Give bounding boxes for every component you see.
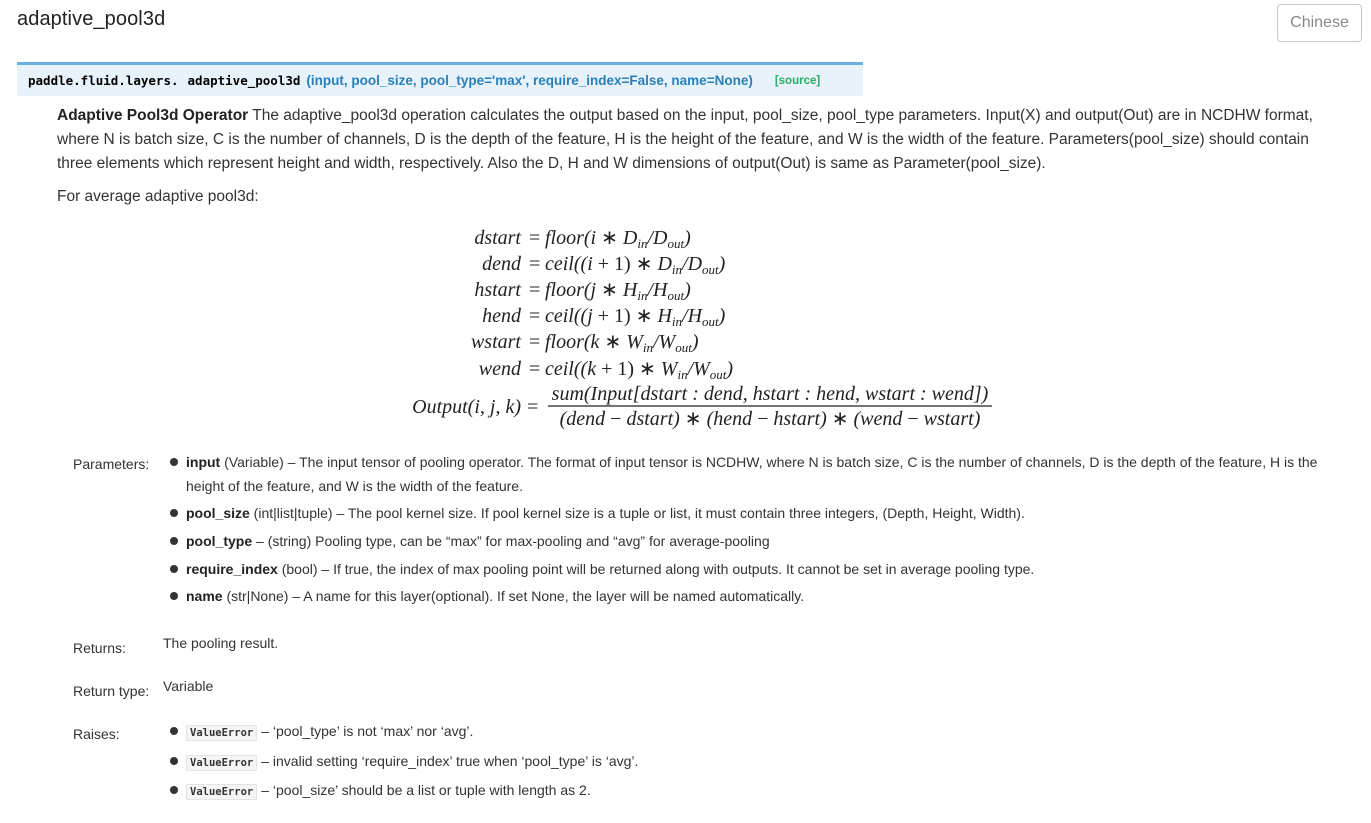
signature-name: adaptive_pool3d: [187, 73, 301, 88]
param-type: (bool): [277, 561, 318, 577]
svg-text:wstart: wstart: [470, 331, 521, 353]
raise-item: [186, 719, 1336, 745]
param-name: pool_type: [186, 533, 253, 549]
svg-text:=: =: [529, 305, 541, 327]
raise-item: [186, 749, 1336, 775]
raise-item: [186, 778, 1336, 804]
bullet-icon: [170, 727, 178, 735]
param-desc: – (string) Pooling type, can be “max” for max-pooling and “avg” for average-pooling: [252, 533, 770, 549]
svg-text:hend: hend: [482, 305, 521, 327]
bullet-icon: [170, 757, 178, 765]
svg-text:sum(Input[dstart : dend, hstar: sum(Input[dstart : dend, hstart : hend, wstart : wend]): [551, 383, 989, 405]
param-item-pool-size: [186, 501, 1336, 525]
bullet-icon: [170, 537, 178, 545]
svg-text:dstart: dstart: [474, 227, 521, 249]
svg-text:floor(k ∗ Win/Wout): floor(k ∗ $W_{in}/W_{out}$): [545, 331, 699, 355]
svg-text:(dend − dstart) ∗ (hend − hsta: (dend − dstart) ∗ (hend − hstart) ∗ (wend − wstart): [559, 408, 981, 430]
svg-text:floor(j ∗ Hin/Hout): floor(j ∗ $H_{in}/H_{out}$): [545, 279, 691, 303]
param-name: name: [186, 588, 223, 604]
param-type: (Variable): [220, 454, 284, 470]
svg-text:=: =: [529, 253, 541, 275]
param-item-input: [186, 450, 1336, 498]
raise-code: ValueError: [186, 784, 257, 800]
param-item-pool-type: [186, 529, 1336, 553]
svg-text:dend: dend: [482, 253, 521, 275]
formula-wend: [479, 358, 734, 382]
svg-text:=: =: [529, 227, 541, 249]
svg-text:ceil((k + 1) ∗ Win/Wout): ceil((k + 1) ∗ $W_{in}/W_{out}$): [545, 358, 734, 382]
parameters-label: Parameters:: [73, 456, 150, 472]
bullet-icon: [170, 458, 178, 466]
svg-text:wend: wend: [478, 358, 521, 380]
formula-dstart: [474, 227, 691, 251]
param-type: (int|list|tuple): [249, 505, 333, 521]
description-title: Adaptive Pool3d Operator: [57, 107, 249, 124]
function-signature: [17, 62, 863, 96]
bullet-icon: [170, 786, 178, 794]
bullet-icon: [170, 509, 178, 517]
raises-label: Raises:: [73, 726, 120, 742]
formula-wstart: [471, 331, 699, 355]
svg-text:=: =: [529, 279, 541, 301]
svg-text:=: =: [529, 331, 541, 353]
return-type-label: Return type:: [73, 683, 150, 699]
raise-desc: – ‘pool_size’ should be a list or tuple with length as 2.: [261, 782, 591, 798]
param-item-name: [186, 584, 1336, 608]
param-name: pool_size: [186, 505, 250, 521]
svg-text:floor(i ∗ Din/Dout): floor(i ∗ $D_{in}/D_{out}$): [545, 227, 691, 251]
formula-hstart: [474, 279, 691, 303]
formula-output: [412, 383, 992, 430]
param-type: (str|None): [222, 588, 289, 604]
signature-params: (input, pool_size, pool_type='max', require_index=False, name=None): [306, 73, 753, 88]
bullet-icon: [170, 565, 178, 573]
page-title: adaptive_pool3d: [17, 8, 166, 30]
return-type-value: Variable: [163, 678, 214, 694]
param-desc: – A name for this layer(optional). If set None, the layer will be named automatically.: [288, 588, 805, 604]
svg-text:=: =: [529, 358, 541, 380]
param-item-require-index: [186, 557, 1336, 581]
svg-text:ceil((i + 1) ∗ Din/Dout): ceil((i + 1) ∗ $D_{in}/D_{out}$): [545, 253, 726, 277]
param-name: input: [186, 454, 221, 470]
bullet-icon: [170, 592, 178, 600]
svg-text:ceil((j + 1) ∗ Hin/Hout): ceil((j + 1) ∗ $H_{in}/H_{out}$): [545, 305, 726, 329]
raise-code: ValueError: [186, 755, 257, 771]
param-desc: – If true, the index of max pooling point will be returned along with outputs. It cannot be set in average pooling type.: [317, 561, 1035, 577]
chinese-language-button[interactable]: Chinese: [1277, 4, 1362, 42]
average-intro: For average adaptive pool3d:: [57, 188, 259, 205]
param-desc: – The input tensor of pooling operator. The format of input tensor is NCDHW, where N is batch size, C is the number of channels, D is the depth of the feature, H is the height of the feature, and W is the width of the feature.: [186, 454, 1318, 494]
returns-label: Returns:: [73, 640, 126, 656]
raise-desc: – invalid setting ‘require_index’ true when ‘pool_type’ is ‘avg’.: [261, 753, 639, 769]
param-desc: – The pool kernel size. If pool kernel size is a tuple or list, it must contain three integers, (Depth, Height, Width).: [332, 505, 1025, 521]
formula-hend: [482, 305, 726, 329]
raise-desc: – ‘pool_type’ is not ‘max’ nor ‘avg’.: [261, 723, 474, 739]
returns-value: The pooling result.: [163, 635, 279, 651]
source-link[interactable]: [source]: [774, 74, 821, 87]
svg-text:=: =: [527, 396, 539, 418]
svg-text:hstart: hstart: [474, 279, 521, 301]
formula-dend: [482, 253, 726, 277]
description-body: The adaptive_pool3d operation calculates the output based on the input, pool_size, pool_type parameters. Input(X) and output(Out) are in NCDHW format, where N is batch size, C is the number of channels, D is the depth of the feature, H is the height of the feature, and W is the width of the feature. Parameters(pool_size) should contain three elements which represent height and width, respectively. Also the D, H and W dimensions of output(Out) is same as Parameter(pool_size).: [57, 107, 1313, 172]
signature-module: paddle.fluid.layers.: [28, 73, 179, 88]
param-name: require_index: [186, 561, 278, 577]
description: [57, 104, 1337, 176]
svg-text:Output(i, j, k): Output(i, j, k): [412, 396, 521, 418]
raise-code: ValueError: [186, 725, 257, 741]
